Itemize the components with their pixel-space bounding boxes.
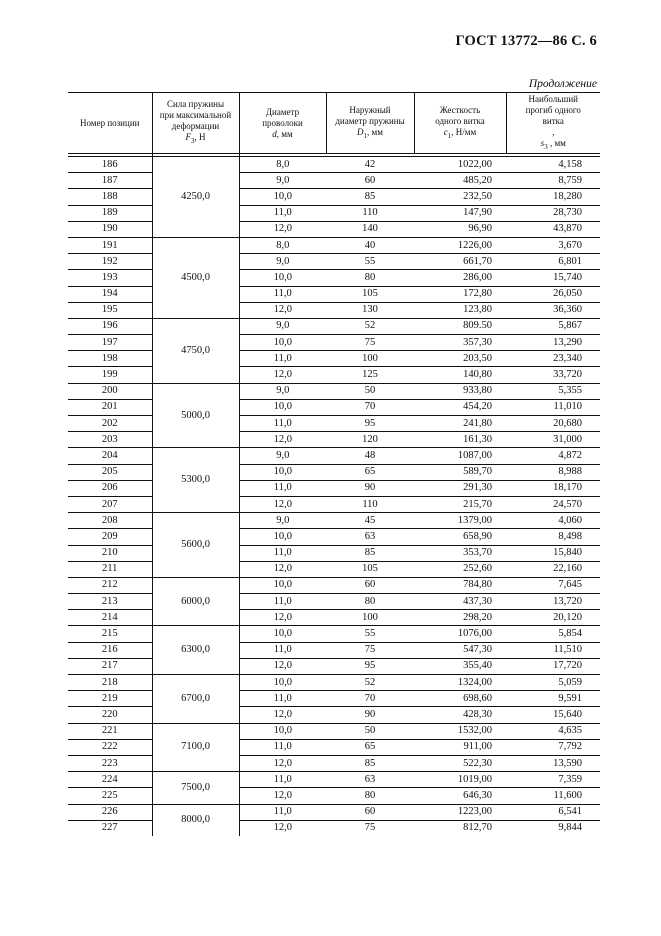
cell-max-deflection: 26,050 (506, 286, 600, 302)
cell-max-deflection: 5,355 (506, 383, 600, 399)
cell-wire-diameter: 10,0 (239, 577, 326, 593)
cell-coil-stiffness: 147,90 (414, 205, 506, 221)
cell-max-deflection: 7,645 (506, 577, 600, 593)
header-outer-diameter: Наружный диаметр пружины $D_1$, мм (326, 93, 414, 154)
cell-coil-stiffness: 911,00 (414, 739, 506, 755)
table-row (68, 610, 600, 626)
cell-max-deflection: 4,060 (506, 513, 600, 529)
cell-wire-diameter: 10,0 (239, 189, 326, 205)
table-row (68, 496, 600, 512)
cell-max-deflection: 5,854 (506, 626, 600, 642)
table-row (68, 594, 600, 610)
cell-spring-force: 5300,0 (152, 448, 239, 513)
cell-position-number: 192 (68, 254, 152, 270)
table-row (68, 464, 600, 480)
cell-wire-diameter: 11,0 (239, 416, 326, 432)
cell-max-deflection: 9,591 (506, 691, 600, 707)
cell-wire-diameter: 12,0 (239, 221, 326, 237)
cell-position-number: 208 (68, 513, 152, 529)
cell-coil-stiffness: 454,20 (414, 399, 506, 415)
cell-outer-diameter: 63 (326, 772, 414, 788)
cell-coil-stiffness: 355,40 (414, 658, 506, 674)
cell-max-deflection: 6,801 (506, 254, 600, 270)
cell-coil-stiffness: 298,20 (414, 610, 506, 626)
cell-outer-diameter: 120 (326, 432, 414, 448)
cell-wire-diameter: 9,0 (239, 513, 326, 529)
cell-spring-force: 7100,0 (152, 723, 239, 772)
cell-outer-diameter: 75 (326, 820, 414, 836)
table-row (68, 513, 600, 529)
table-row (68, 399, 600, 415)
table-row (68, 286, 600, 302)
table-row (68, 318, 600, 334)
cell-coil-stiffness: 96,90 (414, 221, 506, 237)
table-row (68, 529, 600, 545)
cell-coil-stiffness: 1022,00 (414, 157, 506, 173)
cell-position-number: 207 (68, 496, 152, 512)
cell-wire-diameter: 11,0 (239, 545, 326, 561)
cell-coil-stiffness: 547,30 (414, 642, 506, 658)
cell-position-number: 196 (68, 318, 152, 334)
cell-position-number: 212 (68, 577, 152, 593)
cell-wire-diameter: 12,0 (239, 367, 326, 383)
cell-wire-diameter: 10,0 (239, 723, 326, 739)
cell-outer-diameter: 125 (326, 367, 414, 383)
table-row (68, 804, 600, 820)
cell-position-number: 223 (68, 755, 152, 771)
table-row (68, 448, 600, 464)
table-row (68, 237, 600, 253)
cell-wire-diameter: 9,0 (239, 173, 326, 189)
cell-position-number: 225 (68, 788, 152, 804)
cell-coil-stiffness: 1532,00 (414, 723, 506, 739)
cell-wire-diameter: 12,0 (239, 707, 326, 723)
cell-max-deflection: 11,510 (506, 642, 600, 658)
cell-spring-force: 5600,0 (152, 513, 239, 578)
cell-coil-stiffness: 1019,00 (414, 772, 506, 788)
header-max-deflection: Наибольший прогиб одного витка , $s_3$ , мм (506, 93, 600, 154)
table-row (68, 367, 600, 383)
cell-max-deflection: 43,870 (506, 221, 600, 237)
cell-outer-diameter: 60 (326, 804, 414, 820)
cell-wire-diameter: 12,0 (239, 432, 326, 448)
cell-outer-diameter: 80 (326, 594, 414, 610)
cell-coil-stiffness: 658,90 (414, 529, 506, 545)
cell-coil-stiffness: 203,50 (414, 351, 506, 367)
cell-position-number: 219 (68, 691, 152, 707)
cell-position-number: 213 (68, 594, 152, 610)
cell-max-deflection: 22,160 (506, 561, 600, 577)
cell-coil-stiffness: 252,60 (414, 561, 506, 577)
cell-max-deflection: 4,158 (506, 157, 600, 173)
cell-position-number: 218 (68, 675, 152, 691)
cell-outer-diameter: 60 (326, 577, 414, 593)
table-row (68, 302, 600, 318)
cell-outer-diameter: 85 (326, 189, 414, 205)
table-row (68, 173, 600, 189)
cell-max-deflection: 3,670 (506, 237, 600, 253)
cell-position-number: 188 (68, 189, 152, 205)
cell-position-number: 194 (68, 286, 152, 302)
cell-spring-force: 7500,0 (152, 772, 239, 804)
cell-outer-diameter: 50 (326, 383, 414, 399)
cell-wire-diameter: 11,0 (239, 804, 326, 820)
cell-max-deflection: 15,840 (506, 545, 600, 561)
cell-wire-diameter: 9,0 (239, 254, 326, 270)
cell-outer-diameter: 48 (326, 448, 414, 464)
table-row (68, 691, 600, 707)
header-wire-diameter: Диаметр проволоки d, мм (239, 93, 326, 154)
cell-outer-diameter: 105 (326, 286, 414, 302)
table-row (68, 561, 600, 577)
cell-max-deflection: 11,010 (506, 399, 600, 415)
cell-position-number: 199 (68, 367, 152, 383)
cell-wire-diameter: 11,0 (239, 205, 326, 221)
cell-wire-diameter: 12,0 (239, 561, 326, 577)
cell-position-number: 190 (68, 221, 152, 237)
cell-coil-stiffness: 933,80 (414, 383, 506, 399)
table-row (68, 189, 600, 205)
table-row (68, 432, 600, 448)
cell-max-deflection: 13,590 (506, 755, 600, 771)
cell-wire-diameter: 8,0 (239, 237, 326, 253)
cell-spring-force: 8000,0 (152, 804, 239, 836)
cell-max-deflection: 13,290 (506, 335, 600, 351)
cell-wire-diameter: 12,0 (239, 788, 326, 804)
cell-wire-diameter: 12,0 (239, 302, 326, 318)
cell-spring-force: 4500,0 (152, 237, 239, 318)
cell-coil-stiffness: 1226,00 (414, 237, 506, 253)
cell-wire-diameter: 9,0 (239, 383, 326, 399)
cell-coil-stiffness: 241,80 (414, 416, 506, 432)
table-row (68, 755, 600, 771)
cell-position-number: 189 (68, 205, 152, 221)
cell-coil-stiffness: 215,70 (414, 496, 506, 512)
cell-outer-diameter: 70 (326, 691, 414, 707)
cell-max-deflection: 36,360 (506, 302, 600, 318)
table-row (68, 739, 600, 755)
cell-position-number: 220 (68, 707, 152, 723)
cell-position-number: 187 (68, 173, 152, 189)
page-header-title: ГОСТ 13772—86 С. 6 (455, 33, 597, 49)
cell-max-deflection: 6,541 (506, 804, 600, 820)
cell-coil-stiffness: 589,70 (414, 464, 506, 480)
cell-outer-diameter: 80 (326, 788, 414, 804)
table-row (68, 626, 600, 642)
cell-wire-diameter: 12,0 (239, 610, 326, 626)
cell-wire-diameter: 11,0 (239, 480, 326, 496)
table-row (68, 577, 600, 593)
cell-outer-diameter: 130 (326, 302, 414, 318)
cell-wire-diameter: 11,0 (239, 691, 326, 707)
cell-outer-diameter: 55 (326, 254, 414, 270)
cell-coil-stiffness: 1324,00 (414, 675, 506, 691)
cell-wire-diameter: 11,0 (239, 739, 326, 755)
cell-max-deflection: 9,844 (506, 820, 600, 836)
table-row (68, 221, 600, 237)
header-coil-stiffness: Жесткость одного витка $c_1$, Н/мм (414, 93, 506, 154)
cell-position-number: 224 (68, 772, 152, 788)
cell-outer-diameter: 75 (326, 335, 414, 351)
table-row (68, 788, 600, 804)
cell-coil-stiffness: 161,30 (414, 432, 506, 448)
table-row (68, 820, 600, 836)
cell-outer-diameter: 80 (326, 270, 414, 286)
cell-position-number: 222 (68, 739, 152, 755)
cell-wire-diameter: 10,0 (239, 335, 326, 351)
cell-max-deflection: 15,740 (506, 270, 600, 286)
cell-wire-diameter: 12,0 (239, 496, 326, 512)
cell-position-number: 195 (68, 302, 152, 318)
cell-position-number: 201 (68, 399, 152, 415)
cell-spring-force: 5000,0 (152, 383, 239, 448)
table-row (68, 351, 600, 367)
table-row (68, 480, 600, 496)
table-row (68, 658, 600, 674)
cell-position-number: 186 (68, 157, 152, 173)
cell-position-number: 203 (68, 432, 152, 448)
cell-position-number: 216 (68, 642, 152, 658)
cell-outer-diameter: 90 (326, 480, 414, 496)
cell-outer-diameter: 52 (326, 675, 414, 691)
table-row (68, 723, 600, 739)
cell-coil-stiffness: 123,80 (414, 302, 506, 318)
header-spring-force: Сила пружины при максимальной деформации $F_3$, Н (152, 93, 239, 154)
cell-position-number: 210 (68, 545, 152, 561)
cell-coil-stiffness: 522,30 (414, 755, 506, 771)
continuation-label: Продолжение (528, 78, 597, 90)
cell-max-deflection: 20,120 (506, 610, 600, 626)
cell-coil-stiffness: 1076,00 (414, 626, 506, 642)
cell-position-number: 217 (68, 658, 152, 674)
cell-max-deflection: 28,730 (506, 205, 600, 221)
cell-max-deflection: 5,059 (506, 675, 600, 691)
cell-position-number: 209 (68, 529, 152, 545)
cell-spring-force: 6700,0 (152, 675, 239, 724)
cell-position-number: 221 (68, 723, 152, 739)
cell-outer-diameter: 95 (326, 416, 414, 432)
table-row (68, 205, 600, 221)
cell-position-number: 200 (68, 383, 152, 399)
cell-max-deflection: 4,635 (506, 723, 600, 739)
cell-max-deflection: 17,720 (506, 658, 600, 674)
cell-spring-force: 4750,0 (152, 318, 239, 383)
cell-spring-force: 6000,0 (152, 577, 239, 626)
cell-max-deflection: 31,000 (506, 432, 600, 448)
cell-wire-diameter: 9,0 (239, 318, 326, 334)
cell-position-number: 204 (68, 448, 152, 464)
cell-wire-diameter: 11,0 (239, 286, 326, 302)
cell-wire-diameter: 8,0 (239, 157, 326, 173)
cell-outer-diameter: 70 (326, 399, 414, 415)
cell-max-deflection: 20,680 (506, 416, 600, 432)
cell-outer-diameter: 105 (326, 561, 414, 577)
table-row (68, 335, 600, 351)
header-position-number: Номер позиции (68, 93, 152, 154)
cell-wire-diameter: 11,0 (239, 772, 326, 788)
table-header-row (68, 93, 600, 154)
cell-coil-stiffness: 172,80 (414, 286, 506, 302)
table-row (68, 545, 600, 561)
cell-outer-diameter: 100 (326, 610, 414, 626)
cell-max-deflection: 15,640 (506, 707, 600, 723)
cell-wire-diameter: 9,0 (239, 448, 326, 464)
cell-position-number: 211 (68, 561, 152, 577)
cell-wire-diameter: 10,0 (239, 529, 326, 545)
cell-max-deflection: 4,872 (506, 448, 600, 464)
table-row (68, 772, 600, 788)
cell-coil-stiffness: 661,70 (414, 254, 506, 270)
cell-max-deflection: 8,498 (506, 529, 600, 545)
cell-outer-diameter: 100 (326, 351, 414, 367)
cell-wire-diameter: 10,0 (239, 399, 326, 415)
cell-position-number: 206 (68, 480, 152, 496)
spring-parameters-table (68, 92, 600, 836)
cell-outer-diameter: 75 (326, 642, 414, 658)
table-body (68, 154, 600, 836)
cell-wire-diameter: 10,0 (239, 270, 326, 286)
cell-outer-diameter: 110 (326, 205, 414, 221)
cell-position-number: 215 (68, 626, 152, 642)
cell-coil-stiffness: 784,80 (414, 577, 506, 593)
cell-max-deflection: 33,720 (506, 367, 600, 383)
cell-outer-diameter: 45 (326, 513, 414, 529)
cell-coil-stiffness: 1379,00 (414, 513, 506, 529)
cell-outer-diameter: 42 (326, 157, 414, 173)
cell-coil-stiffness: 353,70 (414, 545, 506, 561)
cell-position-number: 227 (68, 820, 152, 836)
cell-max-deflection: 18,170 (506, 480, 600, 496)
cell-position-number: 202 (68, 416, 152, 432)
cell-outer-diameter: 60 (326, 173, 414, 189)
cell-outer-diameter: 140 (326, 221, 414, 237)
cell-outer-diameter: 63 (326, 529, 414, 545)
table-row (68, 270, 600, 286)
cell-coil-stiffness: 428,30 (414, 707, 506, 723)
cell-wire-diameter: 10,0 (239, 626, 326, 642)
table-row (68, 254, 600, 270)
cell-coil-stiffness: 291,30 (414, 480, 506, 496)
cell-wire-diameter: 12,0 (239, 820, 326, 836)
cell-outer-diameter: 65 (326, 464, 414, 480)
cell-outer-diameter: 110 (326, 496, 414, 512)
cell-coil-stiffness: 140,80 (414, 367, 506, 383)
cell-wire-diameter: 10,0 (239, 675, 326, 691)
cell-coil-stiffness: 485,20 (414, 173, 506, 189)
cell-position-number: 193 (68, 270, 152, 286)
cell-wire-diameter: 11,0 (239, 594, 326, 610)
cell-max-deflection: 7,359 (506, 772, 600, 788)
cell-wire-diameter: 10,0 (239, 464, 326, 480)
cell-position-number: 226 (68, 804, 152, 820)
cell-outer-diameter: 90 (326, 707, 414, 723)
cell-coil-stiffness: 812,70 (414, 820, 506, 836)
cell-position-number: 197 (68, 335, 152, 351)
table-row (68, 642, 600, 658)
cell-outer-diameter: 85 (326, 755, 414, 771)
cell-coil-stiffness: 232,50 (414, 189, 506, 205)
cell-coil-stiffness: 809.50 (414, 318, 506, 334)
cell-coil-stiffness: 437,30 (414, 594, 506, 610)
cell-max-deflection: 18,280 (506, 189, 600, 205)
cell-wire-diameter: 12,0 (239, 658, 326, 674)
cell-outer-diameter: 52 (326, 318, 414, 334)
table-row (68, 383, 600, 399)
cell-outer-diameter: 85 (326, 545, 414, 561)
cell-max-deflection: 11,600 (506, 788, 600, 804)
cell-outer-diameter: 40 (326, 237, 414, 253)
cell-outer-diameter: 55 (326, 626, 414, 642)
cell-position-number: 205 (68, 464, 152, 480)
cell-max-deflection: 7,792 (506, 739, 600, 755)
cell-spring-force: 4250,0 (152, 157, 239, 238)
cell-outer-diameter: 50 (326, 723, 414, 739)
cell-coil-stiffness: 286,00 (414, 270, 506, 286)
cell-spring-force: 6300,0 (152, 626, 239, 675)
cell-position-number: 191 (68, 237, 152, 253)
cell-max-deflection: 8,759 (506, 173, 600, 189)
cell-position-number: 214 (68, 610, 152, 626)
cell-max-deflection: 13,720 (506, 594, 600, 610)
table-row (68, 416, 600, 432)
table-row (68, 707, 600, 723)
cell-coil-stiffness: 357,30 (414, 335, 506, 351)
cell-wire-diameter: 11,0 (239, 642, 326, 658)
table-row (68, 675, 600, 691)
cell-wire-diameter: 11,0 (239, 351, 326, 367)
cell-max-deflection: 5,867 (506, 318, 600, 334)
cell-wire-diameter: 12,0 (239, 755, 326, 771)
cell-coil-stiffness: 698,60 (414, 691, 506, 707)
cell-outer-diameter: 65 (326, 739, 414, 755)
cell-coil-stiffness: 1223,00 (414, 804, 506, 820)
cell-position-number: 198 (68, 351, 152, 367)
cell-outer-diameter: 95 (326, 658, 414, 674)
cell-coil-stiffness: 646,30 (414, 788, 506, 804)
cell-max-deflection: 8,988 (506, 464, 600, 480)
cell-coil-stiffness: 1087,00 (414, 448, 506, 464)
cell-max-deflection: 23,340 (506, 351, 600, 367)
table-row (68, 157, 600, 173)
cell-max-deflection: 24,570 (506, 496, 600, 512)
